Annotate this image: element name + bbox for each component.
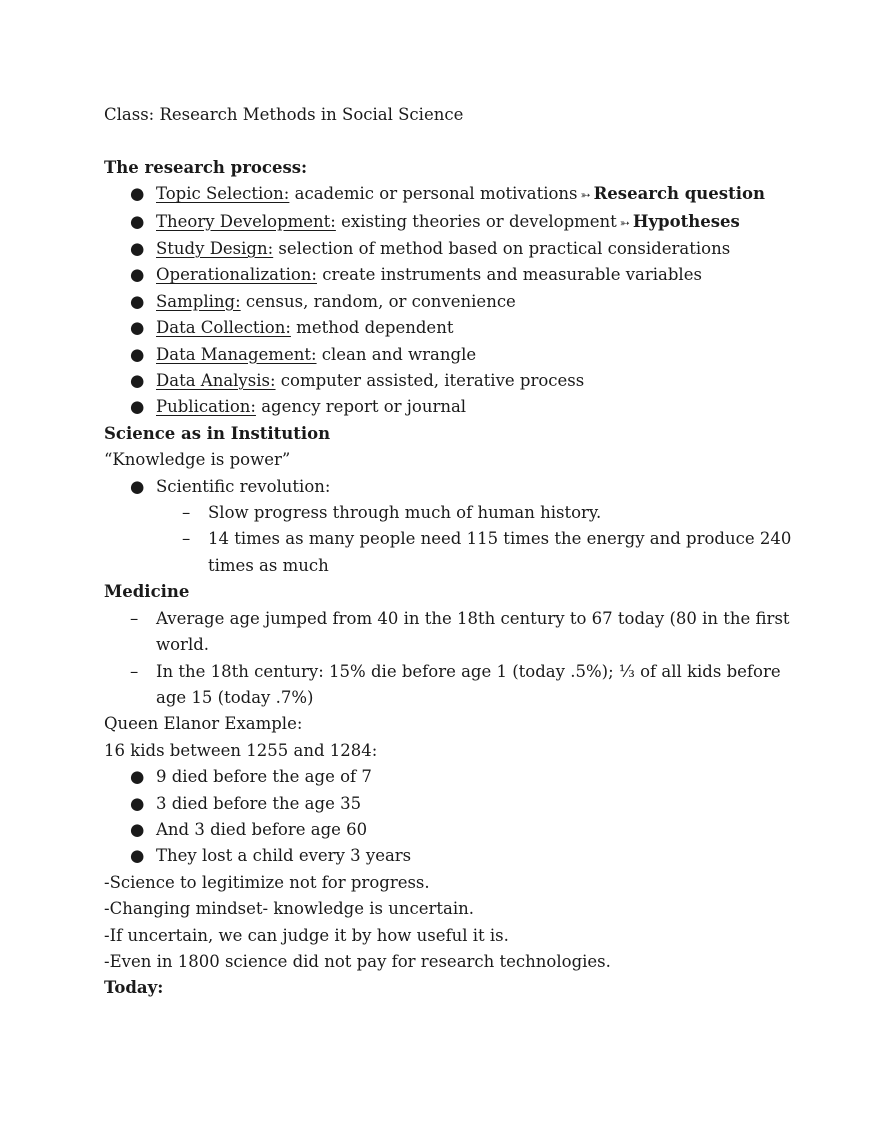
step-text: census, random, or convenience [240,291,516,311]
research-process-heading: The research process: [104,157,308,177]
bullet-marker: ● [130,318,145,338]
step-result: Hypotheses [632,211,740,231]
step-text: existing theories or development [335,211,617,231]
list-item [104,474,794,500]
bullet-marker: ● [130,476,145,496]
list-item [104,764,794,790]
list-item [104,181,794,208]
bullet-marker: ● [130,291,145,311]
bullet-marker: ● [130,184,145,204]
step-term: Sampling: [156,291,241,311]
step-text: selection of method based on practical considerations [273,239,731,259]
list-item [104,526,794,579]
step-text: academic or personal motivations [289,184,578,204]
queen-item-text: And 3 died before age 60 [156,819,368,839]
medicine-list [104,606,794,712]
queen-example-subtitle: 16 kids between 1255 and 1284: [104,740,378,760]
queen-example-title: Queen Elanor Example: [104,714,303,734]
list-item [104,606,794,659]
bullet-marker: ● [130,371,145,391]
science-sub-list [104,500,794,579]
step-term: Theory Development: [156,211,336,231]
sub-item-text: Slow progress through much of human history. [208,503,602,523]
note-line: -If uncertain, we can judge it by how useful it is. [104,925,509,945]
queen-item-text: 3 died before the age 35 [156,793,362,813]
step-text: computer assisted, iterative process [275,371,585,391]
dash-marker: – [130,608,139,628]
bullet-marker: ● [130,211,145,231]
list-item [104,262,794,288]
list-item [104,368,794,394]
queen-item-text: They lost a child every 3 years [156,846,412,866]
bullet-marker: ● [130,344,145,364]
dash-marker: – [130,661,139,681]
science-institution-heading: Science as in Institution [104,423,331,443]
list-item [104,289,794,315]
class-line: Class: Research Methods in Social Science [104,105,464,124]
medicine-item-text: In the 18th century: 15% die before age 1 (today .5%); ⅓ of all kids before age 15 (today .7%) [156,661,781,707]
note-line: -Even in 1800 science did not pay for research technologies. [104,951,611,971]
sub-item-text: 14 times as many people need 115 times the energy and produce 240 times as much [208,529,792,575]
step-term: Topic Selection: [156,184,290,204]
step-term: Data Management: [156,344,317,364]
bullet-marker: ● [130,846,145,866]
step-term: Study Design: [156,239,274,259]
arrow-icon: ➳ [619,215,630,230]
list-item [104,843,794,869]
bullet-marker: ● [130,767,145,787]
step-term: Data Analysis: [156,371,276,391]
bullet-marker: ● [130,265,145,285]
bullet-marker: ● [130,397,145,417]
knowledge-quote: “Knowledge is power” [104,450,291,470]
list-item [104,342,794,368]
step-text: create instruments and measurable variables [317,265,702,285]
list-item [104,236,794,262]
queen-item-text: 9 died before the age of 7 [156,767,372,787]
bullet-marker: ● [130,819,145,839]
list-item [104,659,794,712]
medicine-item-text: Average age jumped from 40 in the 18th century to 67 today (80 in the first world. [156,608,790,655]
step-term: Publication: [156,397,256,417]
medicine-heading: Medicine [104,582,190,602]
step-term: Data Collection: [156,318,291,338]
note-line: -Science to legitimize not for progress. [104,872,430,892]
list-item [104,209,794,236]
note-line: -Changing mindset- knowledge is uncertain. [104,899,474,919]
step-text: clean and wrangle [316,344,477,364]
list-item [104,500,794,526]
step-term: Operationalization: [156,265,317,285]
bullet-marker: ● [130,239,145,259]
queen-list [104,764,794,870]
arrow-icon: ➳ [580,188,591,203]
list-item [104,394,794,420]
science-bullet-list [104,474,794,500]
today-heading: Today: [104,978,164,998]
dash-marker: – [182,529,191,549]
step-text: method dependent [290,318,454,338]
list-item [104,817,794,843]
document-body [104,102,794,1002]
list-item [104,315,794,341]
step-result: Research question [593,184,765,204]
bullet-marker: ● [130,793,145,813]
bullet-text: Scientific revolution: [156,476,331,496]
list-item [104,791,794,817]
step-text: agency report or journal [255,397,467,417]
dash-marker: – [182,503,191,523]
blank-line [104,128,794,154]
research-process-list [104,181,794,421]
